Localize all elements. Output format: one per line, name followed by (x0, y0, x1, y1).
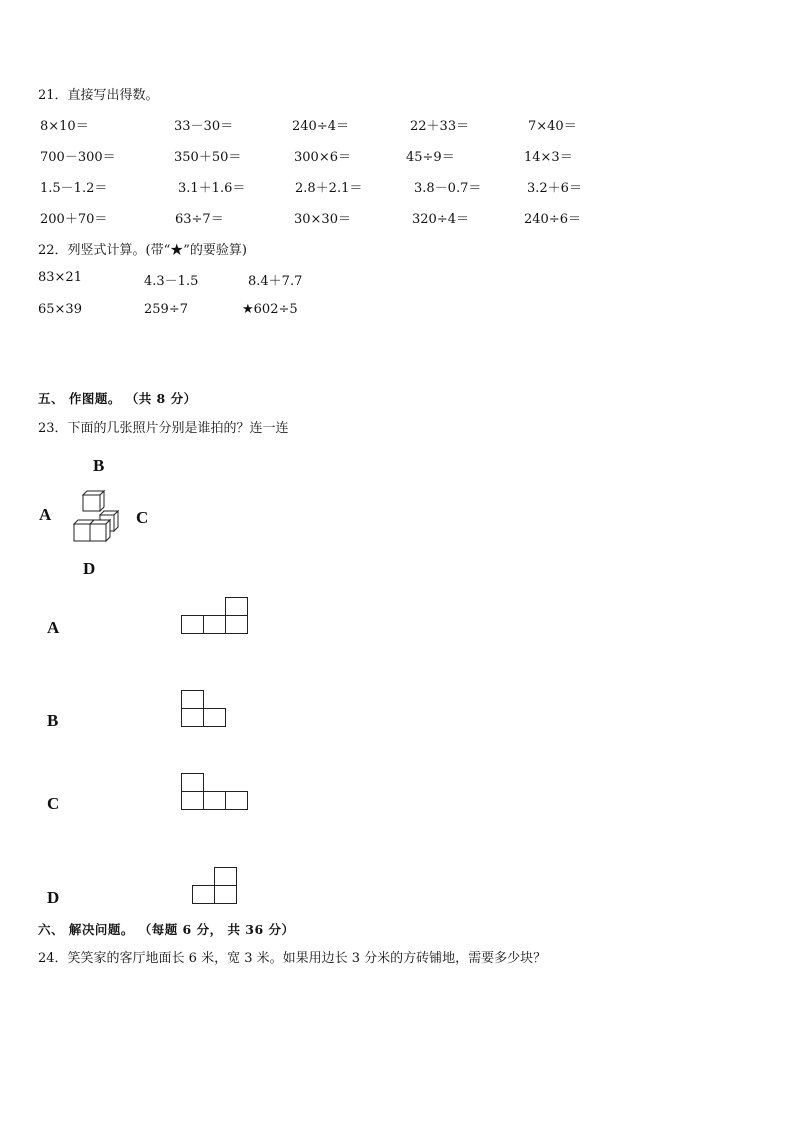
q23-title: 23．下面的几张照片分别是谁拍的？连一连 (38, 421, 289, 436)
q21-item: 33－30＝ (174, 119, 234, 134)
q21-title: 21．直接写出得数。 (38, 88, 159, 103)
q21-item: 240÷4＝ (292, 119, 349, 134)
q22-title: 22．列竖式计算。(带“★”的要验算) (38, 243, 247, 258)
q21-item: 7×40＝ (528, 119, 577, 134)
q21-item: 22＋33＝ (410, 119, 470, 134)
cube-top (83, 491, 104, 511)
cube-front-right (90, 520, 110, 541)
q21-item: 8×10＝ (40, 119, 89, 134)
q21-item: 320÷4＝ (412, 212, 469, 227)
q21-item: 3.2＋6＝ (527, 181, 582, 196)
q21-item: 3.8－0.7＝ (414, 181, 482, 196)
cube-stack-figure (70, 490, 120, 544)
view-label-top: B (93, 456, 105, 475)
photo-d-grid (192, 867, 242, 907)
photo-c-grid (181, 773, 253, 813)
q21-item: 200＋70＝ (40, 212, 108, 227)
q22-item: 259÷7 (144, 302, 188, 317)
section5-title: 五、 作图题。 （共 8 分） (38, 391, 197, 406)
q22-item: 65×39 (38, 302, 82, 317)
q21-item: 63÷7＝ (175, 212, 224, 227)
photo-a-grid (181, 597, 251, 637)
q22-item: ★602÷5 (242, 302, 298, 317)
q21-item: 30×30＝ (294, 212, 351, 227)
q21-item: 45÷9＝ (406, 150, 455, 165)
q24-title: 24．笑笑家的客厅地面长 6 米，宽 3 米。如果用边长 3 分米的方砖铺地，需要多少块？ (38, 951, 547, 966)
q21-item: 700－300＝ (40, 150, 116, 165)
photo-label-d: D (47, 888, 60, 907)
q21-item: 300×6＝ (294, 150, 351, 165)
photo-label-a: A (47, 618, 60, 637)
q21-item: 3.1＋1.6＝ (178, 181, 246, 196)
q21-item: 350＋50＝ (174, 150, 242, 165)
photo-b-grid (181, 690, 231, 730)
section6-title: 六、 解决问题。 （每题 6 分， 共 36 分） (38, 922, 295, 937)
q21-item: 2.8＋2.1＝ (295, 181, 363, 196)
q22-item: 8.4＋7.7 (248, 274, 303, 289)
q22-item: 83×21 (38, 270, 82, 285)
photo-label-c: C (47, 794, 60, 813)
view-label-left: A (39, 505, 52, 524)
photo-label-b: B (47, 711, 59, 730)
q22-item: 4.3－1.5 (144, 274, 199, 289)
q21-item: 240÷6＝ (524, 212, 581, 227)
q21-item: 1.5－1.2＝ (40, 181, 108, 196)
view-label-right: C (136, 508, 149, 527)
q21-item: 14×3＝ (524, 150, 573, 165)
view-label-bottom: D (83, 559, 96, 578)
